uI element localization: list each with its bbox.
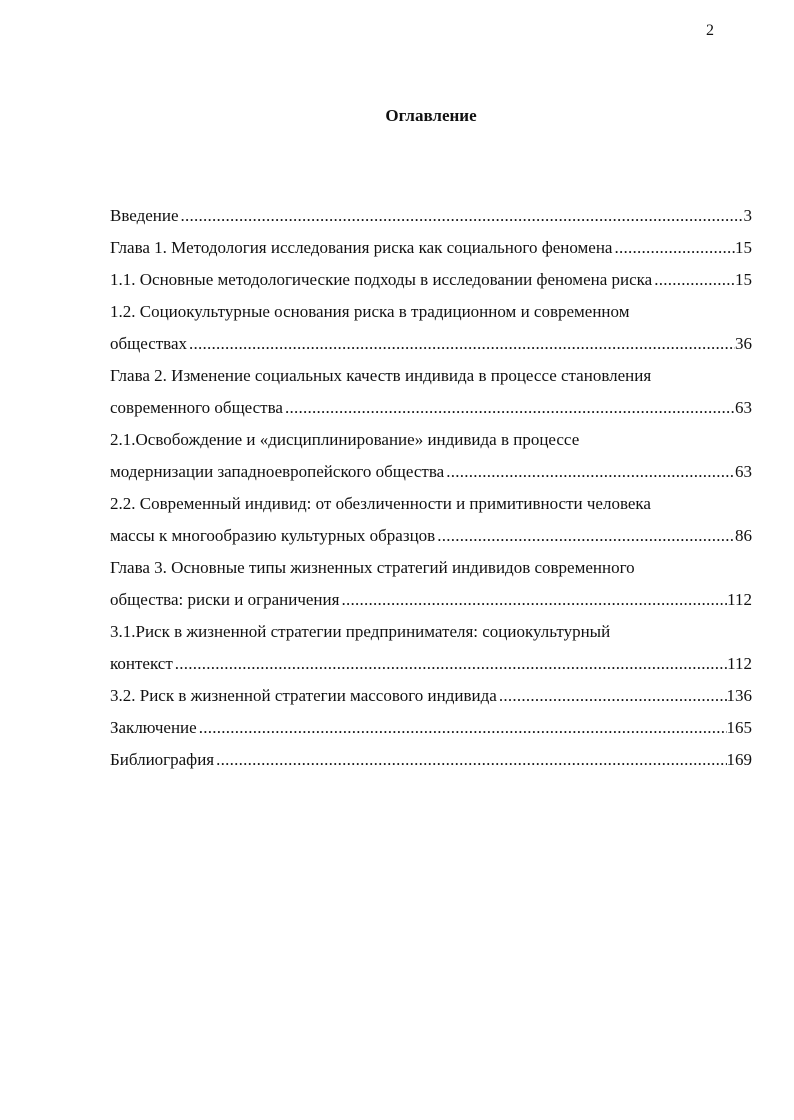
toc-entry <box>110 200 752 232</box>
toc-entry-page: 86 <box>735 526 752 545</box>
toc-entry-text: Глава 3. Основные типы жизненных стратегий индивидов современного <box>110 558 635 577</box>
toc-entry-text: 1.2. Социокультурные основания риска в традиционном и современном <box>110 302 630 321</box>
toc-entry <box>110 456 752 488</box>
toc-entry-text: массы к многообразию культурных образцов <box>110 526 436 545</box>
dot-leader <box>179 200 744 232</box>
dot-leader <box>612 232 735 264</box>
toc-entry-page: 136 <box>726 686 752 705</box>
toc-entry <box>110 584 752 616</box>
toc-entry-text: 2.2. Современный индивид: от обезличенности и примитивности человека <box>110 494 651 513</box>
page-title: Оглавление <box>385 106 477 125</box>
toc-entry-continued <box>110 552 752 584</box>
toc-entry-text: 1.1. Основные методологические подходы в исследовании феномена риска <box>110 270 653 289</box>
toc-entry-text: Библиография <box>110 750 215 769</box>
toc-entry-text: модернизации западноевропейского общества <box>110 462 445 481</box>
dot-leader <box>652 264 735 296</box>
toc-entry <box>110 520 752 552</box>
toc-entry <box>110 328 752 360</box>
toc-entry-continued <box>110 488 752 520</box>
toc-entry-text: контекст <box>110 654 173 673</box>
toc-entry-text: Введение <box>110 206 179 225</box>
toc-entry <box>110 392 752 424</box>
toc-entry-page: 169 <box>726 750 752 769</box>
toc-entry-text: 3.2. Риск в жизненной стратегии массового индивида <box>110 686 497 705</box>
toc-entry-text: Заключение <box>110 718 197 737</box>
toc-entry-page: 112 <box>727 654 752 673</box>
dot-leader <box>283 392 735 424</box>
dot-leader <box>497 680 727 712</box>
toc-entry-text: Глава 2. Изменение социальных качеств индивида в процессе становления <box>110 366 652 385</box>
toc-entry <box>110 648 752 680</box>
toc-entry-text: 3.1.Риск в жизненной стратегии предпринимателя: социокультурный <box>110 622 611 641</box>
toc-entry-page: 3 <box>743 206 752 225</box>
toc-entry <box>110 680 752 712</box>
dot-leader <box>197 712 727 744</box>
toc-entry-page: 112 <box>727 590 752 609</box>
toc-entry-page: 63 <box>735 462 752 481</box>
toc-entry <box>110 744 752 776</box>
toc-entry-continued <box>110 296 752 328</box>
toc-entry-page: 36 <box>735 334 752 353</box>
toc-entry <box>110 264 752 296</box>
toc-entry <box>110 232 752 264</box>
dot-leader <box>444 456 735 488</box>
dot-leader <box>173 648 727 680</box>
toc-entry-text: 2.1.Освобождение и «дисциплинирование» индивида в процессе <box>110 430 580 449</box>
toc-entry-page: 63 <box>735 398 752 417</box>
toc-entry-text: современного общества <box>110 398 283 417</box>
dot-leader <box>339 584 727 616</box>
toc-entry-continued <box>110 360 752 392</box>
toc-entry-text: Глава 1. Методология исследования риска как социального феномена <box>110 238 613 257</box>
toc-entry-page: 165 <box>726 718 752 737</box>
toc-entry-continued <box>110 424 752 456</box>
page-number: 2 <box>706 22 714 39</box>
toc-entry-page: 15 <box>735 270 752 289</box>
toc-entry-continued <box>110 616 752 648</box>
toc-entry-page: 15 <box>735 238 752 257</box>
toc-entry-text: общества: риски и ограничения <box>110 590 340 609</box>
dot-leader <box>187 328 735 360</box>
dot-leader <box>214 744 726 776</box>
table-of-contents <box>110 200 752 776</box>
toc-entry <box>110 712 752 744</box>
toc-entry-text: обществах <box>110 334 188 353</box>
dot-leader <box>435 520 735 552</box>
